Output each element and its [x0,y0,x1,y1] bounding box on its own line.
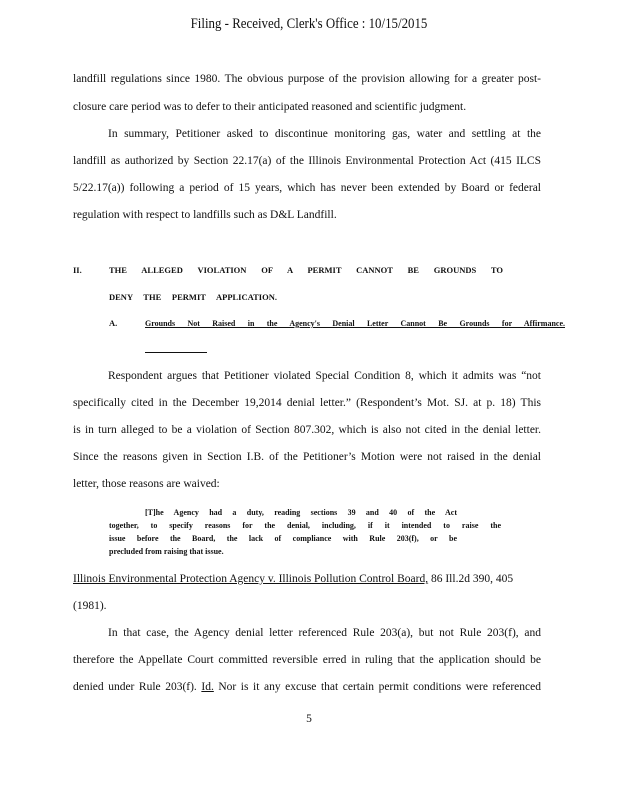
body-line: letter, those reasons are waived: [73,478,220,490]
citation-reporter: 86 Ill.2d 390, 405 [428,573,514,585]
subheading: Grounds Not Raised in the Agency's Denial Letter Cannot Be Grounds for Affirmance. [145,319,565,328]
body-line: Respondent argues that Petitioner violated Special Condition 8, which it admits was “not [108,370,541,382]
citation [73,573,541,586]
body-line: In that case, the Agency denial letter referenced Rule 203(a), but not Rule 203(f), and [108,627,541,639]
body-line: landfill as authorized by Section 22.17(a) of the Illinois Environmental Protection Act (415 ILCS [73,155,541,167]
page-number: 5 [306,713,312,725]
section-heading-line: DENY THE PERMIT APPLICATION. [109,292,277,302]
body-line: regulation with respect to landfills such as D&L Landfill. [73,209,337,221]
citation-case-name: Illinois Environmental Protection Agency v. Illinois Pollution Control Board, [73,573,429,585]
section-heading-line: THE ALLEGED VIOLATION OF A PERMIT CANNOT BE GROUNDS TO [109,265,503,275]
subheading-rule [145,352,207,353]
filing-stamp: Filing - Received, Clerk's Office : 10/15/2015 [190,16,428,32]
body-line [73,681,541,694]
body-line: closure care period was to defer to their anticipated reasoned and scientific judgment. [73,101,467,113]
body-line: 5/22.17(a)) following a period of 15 years, which has never been extended by Board or federal [73,182,541,194]
citation-year: (1981). [73,600,107,612]
subheading-letter: A. [109,318,118,328]
body-line: specifically cited in the December 19,2014 denial letter.” (Respondent’s Mot. SJ. at p. 18) This [73,397,541,409]
body-line: Since the reasons given in Section I.B. of the Petitioner’s Motion were not raised in the denial [73,451,541,463]
body-line: is in turn alleged to be a violation of Section 807.302, which is also not cited in the denial letter. [73,424,541,436]
heading-number: II. [73,265,82,275]
block-quote-line: [T]he Agency had a duty, reading sections 39 and 40 of the Act [145,508,457,517]
body-text: Nor is it any excuse that certain permit conditions were referenced [213,681,541,693]
block-quote-line: precluded from raising that issue. [109,547,224,556]
block-quote-line: issue before the Board, the lack of compliance with Rule 203(f), or be [109,534,457,543]
body-text: denied under Rule 203(f). [73,681,202,693]
body-line: therefore the Appellate Court committed reversible erred in ruling that the application should be [73,654,541,666]
body-line: In summary, Petitioner asked to discontinue monitoring gas, water and settling at the [108,128,541,140]
block-quote-line: together, to specify reasons for the denial, including, if it intended to raise the [109,521,501,530]
id-citation: Id. [201,681,214,693]
body-line: landfill regulations since 1980. The obvious purpose of the provision allowing for a greater post- [73,73,541,85]
